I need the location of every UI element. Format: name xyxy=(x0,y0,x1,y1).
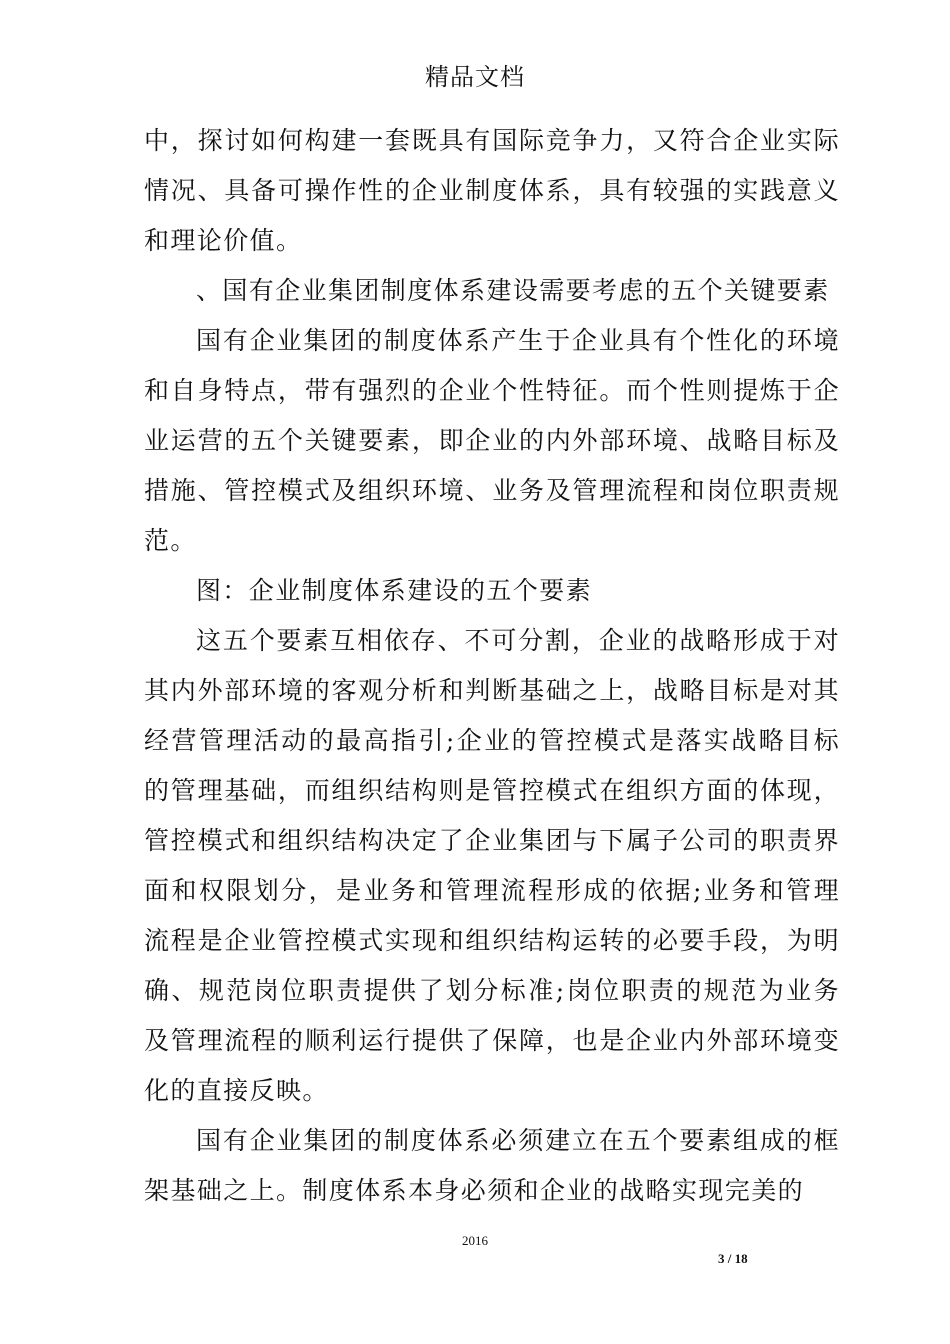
page-number: 3 / 18 xyxy=(718,1251,748,1266)
page-header: 精品文档 xyxy=(425,63,525,91)
paragraph-continuation: 中，探讨如何构建一套既具有国际竞争力，又符合企业实际情况、具备可操作性的企业制度体系，具有较强的实践意义和理论价值。 xyxy=(144,126,840,255)
document-body xyxy=(144,116,840,1216)
paragraph-five-elements-intro: 国有企业集团的制度体系产生于企业具有个性化的环境和自身特点，带有强烈的企业个性特征。而个性则提炼于企业运营的五个关键要素，即企业的内外部环境、战略目标及措施、管控模式及组织环境、业务及管理流程和岗位职责规范。 xyxy=(144,326,840,555)
section-heading: 、国有企业集团制度体系建设需要考虑的五个关键要素 xyxy=(196,276,830,305)
paragraph-framework: 国有企业集团的制度体系必须建立在五个要素组成的框架基础之上。制度体系本身必须和企业的战略实现完美的 xyxy=(144,1126,840,1205)
paragraph-element-relations: 这五个要素互相依存、不可分割，企业的战略形成于对其内外部环境的客观分析和判断基础之上，战略目标是对其经营管理活动的最高指引;企业的管控模式是落实战略目标的管理基础，而组织结构则是管控模式在组织方面的体现，管控模式和组织结构决定了企业集团与下属子公司的职责界面和权限划分，是业务和管理流程形成的依据;业务和管理流程是企业管控模式实现和组织结构运转的必要手段，为明确、规范岗位职责提供了划分标准;岗位职责的规范为业务及管理流程的顺利运行提供了保障，也是企业内外部环境变化的直接反映。 xyxy=(144,626,840,1105)
figure-caption: 图：企业制度体系建设的五个要素 xyxy=(196,576,593,605)
footer-year: 2016 xyxy=(462,1233,488,1248)
